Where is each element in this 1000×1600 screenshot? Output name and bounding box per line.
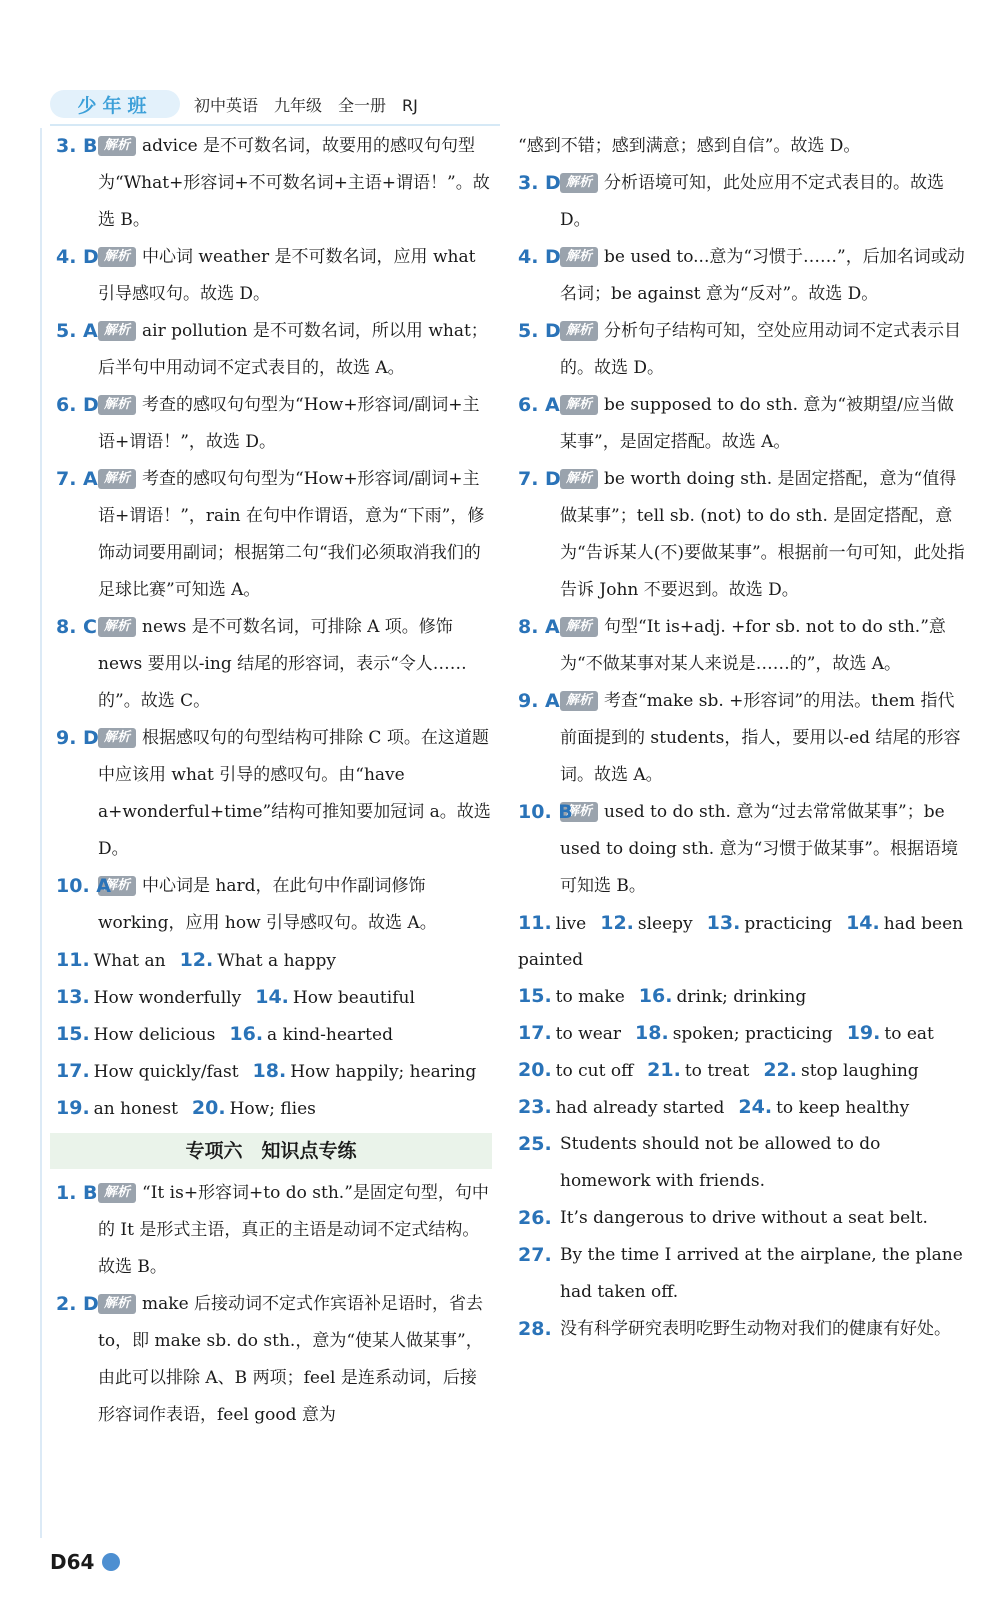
fill-answer: How quickly/fast	[93, 1062, 239, 1082]
fill-number: 12.	[179, 949, 214, 971]
answer-item	[56, 128, 492, 239]
left-column	[56, 128, 492, 1434]
fill-answer-line	[518, 978, 970, 1015]
fill-answer-line	[518, 1015, 970, 1052]
answer-item	[518, 1126, 970, 1200]
fill-answer: to make	[555, 987, 625, 1007]
answer-number: 5. A	[56, 320, 98, 342]
analysis-tag: 解析	[98, 469, 136, 489]
analysis-tag: 解析	[98, 728, 136, 748]
answer-item	[56, 387, 492, 461]
answer-number: 6. D	[56, 394, 99, 416]
fill-answer: had been painted	[518, 914, 964, 970]
answer-item	[518, 239, 970, 313]
fill-answer: What an	[93, 951, 166, 971]
answer-item	[518, 609, 970, 683]
answer-number: 6. A	[518, 394, 560, 416]
answer-item	[518, 1311, 970, 1348]
answer-item	[56, 1175, 492, 1286]
fill-answer: an honest	[93, 1099, 178, 1119]
header-divider	[50, 124, 500, 126]
page-dot-icon	[102, 1553, 120, 1571]
answer-item	[518, 461, 970, 609]
fill-answer: practicing	[744, 914, 833, 934]
answer-text: be supposed to do sth. 意为“被期望/应当做某事”，是固定搭配。故选 A。	[560, 395, 954, 452]
answer-text: 考查的感叹句句型为“How+形容词/副词+主语+谓语！”，rain 在句中作谓语，意为“下雨”，修饰动词要用副词；根据第二句“我们必须取消我们的足球比赛”可知选 A。	[98, 469, 485, 600]
answer-number: 3. B	[56, 135, 98, 157]
answer-number: 8. A	[518, 616, 560, 638]
fill-number: 11.	[518, 912, 552, 934]
fill-answer: to cut off	[555, 1061, 634, 1081]
fill-answer-line	[518, 905, 970, 978]
answer-item	[56, 720, 492, 868]
analysis-tag: 解析	[560, 321, 598, 341]
fill-answer: to eat	[884, 1024, 934, 1044]
fill-number: 13.	[706, 912, 741, 934]
fill-answer-line	[518, 1052, 970, 1089]
fill-number: 17.	[56, 1060, 90, 1082]
answer-item	[518, 165, 970, 239]
analysis-tag: 解析	[560, 691, 598, 711]
analysis-tag: 解析	[98, 247, 136, 267]
answer-text: 中心词是 hard，在此句中作副词修饰 working，应用 how 引导感叹句。故选 A。	[98, 876, 437, 933]
answer-number: 9. A	[518, 690, 560, 712]
fill-answer-line	[56, 942, 492, 979]
fill-answer-line	[518, 1089, 970, 1126]
answer-number: 2. D	[56, 1293, 99, 1315]
answer-text: Students should not be allowed to do homework with friends.	[560, 1134, 881, 1191]
analysis-tag: 解析	[560, 617, 598, 637]
fill-answer: How wonderfully	[93, 988, 242, 1008]
section-title: 专项六 知识点专练	[50, 1133, 492, 1169]
fill-number: 20.	[191, 1097, 226, 1119]
answer-text: “It is+形容词+to do sth.”是固定句型，句中的 It 是形式主语，真正的主语是动词不定式结构。故选 B。	[98, 1183, 489, 1277]
margin-rule	[40, 128, 42, 1538]
page-header	[50, 86, 520, 122]
fill-answer-line	[56, 1016, 492, 1053]
fill-number: 17.	[518, 1022, 552, 1044]
answer-number: 27.	[518, 1244, 552, 1266]
answer-item	[56, 1286, 492, 1434]
answer-text: be used to...意为“习惯于……”，后加名词或动名词；be against 意为“反对”。故选 D。	[560, 247, 965, 304]
fill-answer: had already started	[555, 1098, 725, 1118]
fill-answer: a kind-hearted	[267, 1025, 393, 1045]
answer-number: 25.	[518, 1133, 552, 1155]
answer-number: 7. D	[518, 468, 561, 490]
answer-number: 9. D	[56, 727, 99, 749]
fill-answer: How delicious	[93, 1025, 216, 1045]
answer-text: 没有科学研究表明吃野生动物对我们的健康有好处。	[560, 1319, 951, 1339]
answer-text: 根据感叹句的句型结构可排除 C 项。在这道题中应该用 what 引导的感叹句。由“have a+wonderful+time”结构可推知要加冠词 a。故选 D。	[98, 728, 491, 859]
answer-text: It’s dangerous to drive without a seat belt.	[560, 1208, 928, 1228]
answer-text: air pollution 是不可数名词，所以用 what；后半句中用动词不定式表目的，故选 A。	[98, 321, 488, 378]
fill-answer: How; flies	[229, 1099, 316, 1119]
fill-number: 22.	[763, 1059, 797, 1081]
fill-answer-line	[56, 1090, 492, 1127]
analysis-tag: 解析	[98, 395, 136, 415]
book-info: 初中英语 九年级 全一册 RJ	[194, 95, 418, 115]
answer-item	[56, 313, 492, 387]
fill-number: 16.	[229, 1023, 264, 1045]
continuation-text: “感到不错；感到满意；感到自信”。故选 D。	[518, 136, 861, 156]
answer-text: 分析句子结构可知，空处应用动词不定式表示目的。故选 D。	[560, 321, 962, 378]
answer-text: 句型“It is+adj. +for sb. not to do sth.”意为“不做某事对某人来说是……的”，故选 A。	[560, 617, 946, 674]
fill-answer: to keep healthy	[776, 1098, 910, 1118]
analysis-tag: 解析	[98, 136, 136, 156]
analysis-tag: 解析	[560, 395, 598, 415]
fill-answer: What a happy	[217, 951, 337, 971]
answer-text: By the time I arrived at the airplane, the plane had taken off.	[560, 1245, 963, 1302]
answer-item	[56, 609, 492, 720]
page-number: D64	[50, 1550, 95, 1574]
answer-item	[518, 1200, 970, 1237]
fill-number: 13.	[56, 986, 90, 1008]
fill-answer: to treat	[684, 1061, 750, 1081]
answer-item	[518, 1237, 970, 1311]
fill-answer: live	[555, 914, 587, 934]
fill-number: 23.	[518, 1096, 552, 1118]
fill-number: 12.	[600, 912, 634, 934]
answer-number: 1. B	[56, 1182, 98, 1204]
answer-text: advice 是不可数名词，故要用的感叹句句型为“What+形容词+不可数名词+主语+谓语！”。故选 B。	[98, 136, 490, 230]
answer-text: news 是不可数名词，可排除 A 项。修饰 news 要用以-ing 结尾的形容词，表示“令人……的”。故选 C。	[98, 617, 467, 711]
analysis-tag: 解析	[98, 1183, 136, 1203]
fill-number: 21.	[647, 1059, 681, 1081]
fill-answer-line	[56, 1053, 492, 1090]
analysis-tag: 解析	[560, 247, 598, 267]
fill-number: 18.	[252, 1060, 287, 1082]
answer-number: 7. A	[56, 468, 98, 490]
analysis-tag: 解析	[98, 1294, 136, 1314]
fill-number: 15.	[56, 1023, 90, 1045]
answer-number: 10. B	[518, 801, 573, 823]
analysis-tag: 解析	[98, 321, 136, 341]
fill-number: 11.	[56, 949, 90, 971]
fill-answer: drink; drinking	[676, 987, 807, 1007]
answer-number: 10. A	[56, 875, 111, 897]
fill-number: 24.	[738, 1096, 773, 1118]
fill-number: 20.	[518, 1059, 552, 1081]
answer-number: 26.	[518, 1207, 552, 1229]
fill-answer: How happily; hearing	[290, 1062, 477, 1082]
page-footer	[50, 1550, 120, 1574]
answer-text: 考查的感叹句句型为“How+形容词/副词+主语+谓语！”，故选 D。	[98, 395, 480, 452]
fill-answer: to wear	[555, 1024, 622, 1044]
fill-number: 19.	[56, 1097, 90, 1119]
fill-number: 14.	[255, 986, 289, 1008]
answer-number: 8. C	[56, 616, 97, 638]
answer-text: make 后接动词不定式作宾语补足语时，省去 to，即 make sb. do sth.，意为“使某人做某事”，由此可以排除 A、B 两项；feel 是连系动词，后接形容词作表语，feel good 意为	[98, 1294, 484, 1425]
answer-item	[518, 313, 970, 387]
fill-number: 18.	[635, 1022, 669, 1044]
answer-text: be worth doing sth. 是固定搭配，意为“值得做某事”；tell sb. (not) to do sth. 是固定搭配，意为“告诉某人(不)要做某事”。根据前一句可知，此处指告诉 John 不要迟到。故选 D。	[560, 469, 965, 600]
fill-answer: spoken; practicing	[672, 1024, 833, 1044]
answer-number: 28.	[518, 1318, 552, 1340]
series-logo: 少年班	[50, 90, 180, 118]
fill-answer: stop laughing	[800, 1061, 919, 1081]
answer-item	[56, 868, 492, 942]
answer-item	[518, 387, 970, 461]
fill-number: 14.	[846, 912, 880, 934]
fill-number: 16.	[638, 985, 673, 1007]
fill-answer-line	[56, 979, 492, 1016]
fill-number: 19.	[846, 1022, 881, 1044]
analysis-tag: 解析	[560, 173, 598, 193]
answer-text: 考查“make sb. +形容词”的用法。them 指代前面提到的 students，指人，要用以-ed 结尾的形容词。故选 A。	[560, 691, 961, 785]
answer-text: used to do sth. 意为“过去常常做某事”；be used to doing sth. 意为“习惯于做某事”。根据语境可知选 B。	[560, 802, 958, 896]
answer-text: 中心词 weather 是不可数名词，应用 what 引导感叹句。故选 D。	[98, 247, 476, 304]
analysis-tag: 解析	[560, 469, 598, 489]
answer-item	[56, 239, 492, 313]
answer-number: 4. D	[518, 246, 561, 268]
answer-item	[56, 461, 492, 609]
analysis-tag: 解析	[98, 876, 136, 896]
answer-item	[518, 683, 970, 794]
fill-number: 15.	[518, 985, 552, 1007]
right-column	[518, 128, 970, 1348]
analysis-tag: 解析	[98, 617, 136, 637]
answer-text: 分析语境可知，此处应用不定式表目的。故选 D。	[560, 173, 945, 230]
answer-item	[518, 794, 970, 905]
analysis-tag: 解析	[560, 802, 598, 822]
answer-number: 3. D	[518, 172, 561, 194]
answer-number: 5. D	[518, 320, 561, 342]
fill-answer: How beautiful	[292, 988, 415, 1008]
fill-answer: sleepy	[637, 914, 693, 934]
answer-number: 4. D	[56, 246, 99, 268]
